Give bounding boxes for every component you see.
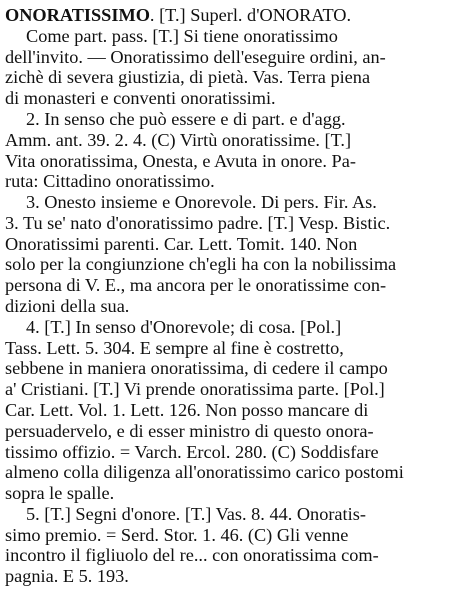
entry-line: Tass. Lett. 5. 304. E sempre al fine è costretto,	[5, 337, 344, 358]
entry-line: 3. Tu se' nato d'onoratissimo padre. [T.] Vesp. Bistic.	[5, 212, 391, 233]
entry-line-text: [T.] Superl. d'ONORATO.	[159, 5, 352, 25]
entry-line: ONORATISSIMO. [T.] Superl. d'ONORATO.	[5, 5, 352, 25]
entry-line: tissimo offizio. = Varch. Ercol. 280. (C) Soddisfare	[5, 441, 379, 462]
entry-line: dell'invito. — Onoratissimo dell'eseguire ordini, an-	[5, 46, 386, 67]
entry-line: zichè di severa giustizia, di pietà. Vas. Terra piena	[5, 67, 371, 88]
entry-line: 4. [T.] In senso d'Onorevole; di cosa. [Pol.]	[26, 316, 342, 337]
entry-line: pagnia. E 5. 193.	[5, 566, 129, 587]
entry-line: a' Cristiani. [T.] Vi prende onoratissima parte. [Pol.]	[5, 379, 385, 400]
entry-line: 2. In senso che può essere e di part. e d'agg.	[26, 108, 346, 129]
entry-line: almeno colla diligenza all'onoratissimo carico postomi	[5, 462, 404, 483]
entry-headword: ONORATISSIMO	[5, 5, 150, 25]
entry-line: Amm. ant. 39. 2. 4. (C) Virtù onoratissime. [T.]	[5, 129, 352, 150]
entry-line: simo premio. = Serd. Stor. 1. 46. (C) Gli venne	[5, 524, 349, 545]
entry-line: di monasteri e conventi onoratissimi.	[5, 88, 276, 109]
entry-line: sebbene in maniera onoratissima, di cedere il campo	[5, 358, 388, 379]
entry-line: solo per la congiunzione ch'egli ha con la nobilissima	[5, 254, 397, 275]
entry-line: Come part. pass. [T.] Si tiene onoratissimo	[26, 25, 338, 46]
entry-line: incontro il figliuolo del re... con onoratissima com-	[5, 545, 379, 566]
entry-line: Vita onoratissima, Onesta, e Avuta in onore. Pa-	[5, 150, 356, 171]
entry-line: 5. [T.] Segni d'onore. [T.] Vas. 8. 44. Onoratis-	[26, 503, 366, 524]
entry-line: 3. Onesto insieme e Onorevole. Di pers. Fir. As.	[26, 192, 377, 213]
entry-line: persona di V. E., ma ancora per le onoratissime con-	[5, 275, 387, 296]
entry-line: sopra le spalle.	[5, 483, 115, 504]
entry-line: Onoratissimi parenti. Car. Lett. Tomit. 140. Non	[5, 233, 358, 254]
entry-line: ruta: Cittadino onoratissimo.	[5, 171, 215, 192]
entry-line: Car. Lett. Vol. 1. Lett. 126. Non posso mancare di	[5, 399, 369, 420]
entry-line: dizioni della sua.	[5, 296, 130, 316]
entry-line: persuadervelo, e di esser ministro di questo onora-	[5, 420, 374, 441]
